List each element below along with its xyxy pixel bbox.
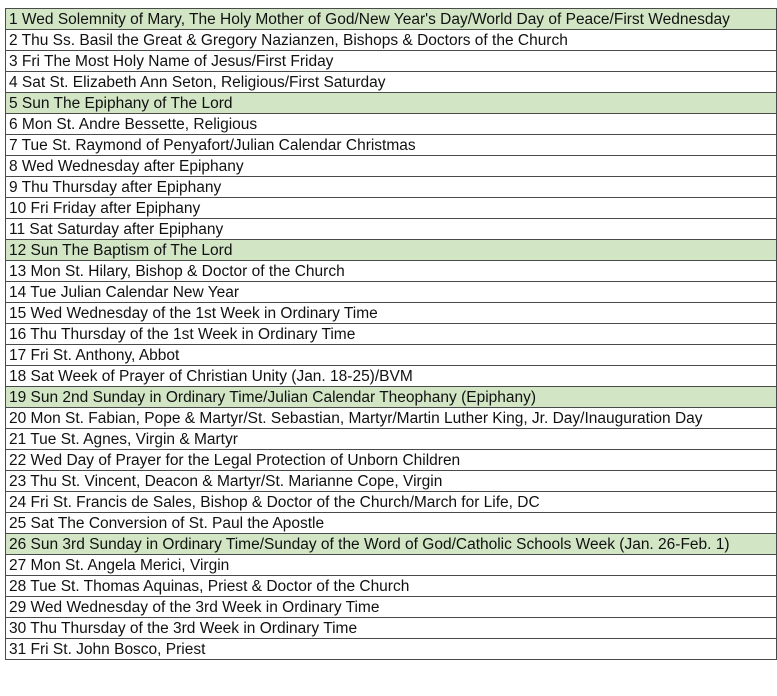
calendar-row[interactable]: 24 Fri St. Francis de Sales, Bishop & Doctor of the Church/March for Life, DC: [5, 492, 777, 513]
calendar-row[interactable]: 31 Fri St. John Bosco, Priest: [5, 639, 777, 660]
calendar-row[interactable]: 15 Wed Wednesday of the 1st Week in Ordinary Time: [5, 303, 777, 324]
calendar-row[interactable]: 23 Thu St. Vincent, Deacon & Martyr/St. Marianne Cope, Virgin: [5, 471, 777, 492]
calendar-row[interactable]: 20 Mon St. Fabian, Pope & Martyr/St. Sebastian, Martyr/Martin Luther King, Jr. Day/Inauguration Day: [5, 408, 777, 429]
calendar-row[interactable]: 21 Tue St. Agnes, Virgin & Martyr: [5, 429, 777, 450]
calendar-row[interactable]: 17 Fri St. Anthony, Abbot: [5, 345, 777, 366]
calendar-row[interactable]: 14 Tue Julian Calendar New Year: [5, 282, 777, 303]
calendar-row-sunday[interactable]: 1 Wed Solemnity of Mary, The Holy Mother of God/New Year's Day/World Day of Peace/First Wednesday: [5, 9, 777, 30]
calendar-row[interactable]: 11 Sat Saturday after Epiphany: [5, 219, 777, 240]
calendar-row[interactable]: 8 Wed Wednesday after Epiphany: [5, 156, 777, 177]
calendar-row-sunday[interactable]: 12 Sun The Baptism of The Lord: [5, 240, 777, 261]
calendar-row[interactable]: 6 Mon St. Andre Bessette, Religious: [5, 114, 777, 135]
calendar-row-sunday[interactable]: 19 Sun 2nd Sunday in Ordinary Time/Julian Calendar Theophany (Epiphany): [5, 387, 777, 408]
calendar-row[interactable]: 22 Wed Day of Prayer for the Legal Protection of Unborn Children: [5, 450, 777, 471]
calendar-row[interactable]: 3 Fri The Most Holy Name of Jesus/First Friday: [5, 51, 777, 72]
calendar-row[interactable]: 9 Thu Thursday after Epiphany: [5, 177, 777, 198]
calendar-row[interactable]: 7 Tue St. Raymond of Penyafort/Julian Calendar Christmas: [5, 135, 777, 156]
calendar-row[interactable]: 2 Thu Ss. Basil the Great & Gregory Nazianzen, Bishops & Doctors of the Church: [5, 30, 777, 51]
calendar-row[interactable]: 16 Thu Thursday of the 1st Week in Ordinary Time: [5, 324, 777, 345]
calendar-row-sunday[interactable]: 26 Sun 3rd Sunday in Ordinary Time/Sunday of the Word of God/Catholic Schools Week (Jan. 26-Feb. 1): [5, 534, 777, 555]
calendar-table: [5, 8, 777, 660]
calendar-row[interactable]: 30 Thu Thursday of the 3rd Week in Ordinary Time: [5, 618, 777, 639]
calendar-row[interactable]: 27 Mon St. Angela Merici, Virgin: [5, 555, 777, 576]
calendar-row[interactable]: 13 Mon St. Hilary, Bishop & Doctor of the Church: [5, 261, 777, 282]
calendar-row[interactable]: 29 Wed Wednesday of the 3rd Week in Ordinary Time: [5, 597, 777, 618]
calendar-row[interactable]: 25 Sat The Conversion of St. Paul the Apostle: [5, 513, 777, 534]
calendar-row-sunday[interactable]: 5 Sun The Epiphany of The Lord: [5, 93, 777, 114]
calendar-row[interactable]: 18 Sat Week of Prayer of Christian Unity (Jan. 18-25)/BVM: [5, 366, 777, 387]
sheet-top-margin: [0, 0, 777, 8]
calendar-row[interactable]: 4 Sat St. Elizabeth Ann Seton, Religious/First Saturday: [5, 72, 777, 93]
calendar-row[interactable]: 28 Tue St. Thomas Aquinas, Priest & Doctor of the Church: [5, 576, 777, 597]
calendar-row[interactable]: 10 Fri Friday after Epiphany: [5, 198, 777, 219]
